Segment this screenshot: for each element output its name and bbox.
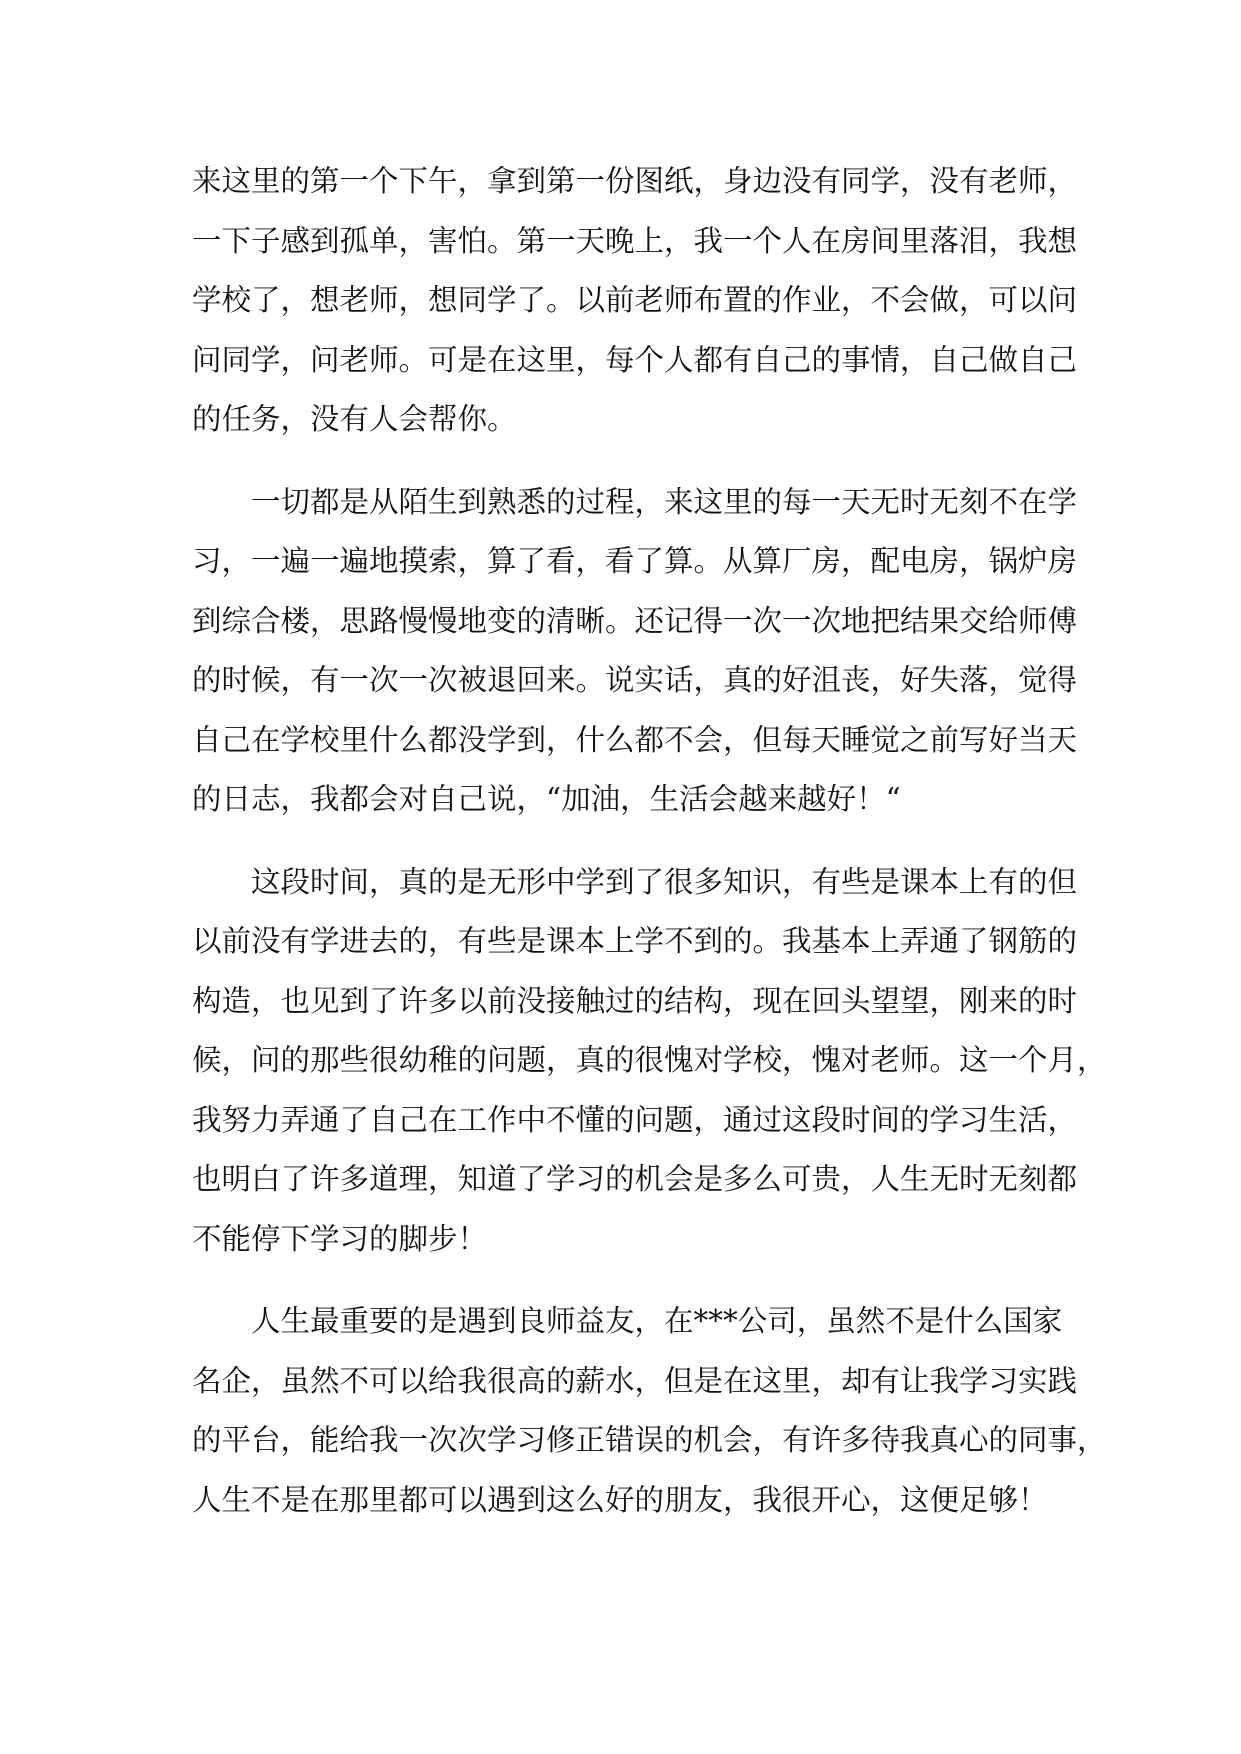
paragraph-1 bbox=[192, 152, 1078, 450]
text-line: 以前没有学进去的，有些是课本上学不到的。我基本上弄通了钢筋的 bbox=[192, 924, 1078, 958]
document-body bbox=[192, 152, 1107, 1530]
paragraph-2 bbox=[192, 473, 1078, 830]
text-line: 的平台，能给我一次次学习修正错误的机会，有许多待我真心的同事， bbox=[192, 1423, 1107, 1457]
paragraph-gap bbox=[192, 1269, 1072, 1292]
text-line: 这段时间，真的是无形中学到了很多知识，有些是课本上有的但 bbox=[251, 864, 1078, 899]
text-line: 候，问的那些很幼稚的问题，真的很愧对学校，愧对老师。这一个月， bbox=[192, 1043, 1107, 1077]
paragraph-gap bbox=[192, 830, 1072, 853]
text-line: 也明白了许多道理，知道了学习的机会是多么可贵，人生无时无刻都 bbox=[192, 1162, 1078, 1196]
paragraph-gap bbox=[192, 450, 1072, 473]
paragraph-4 bbox=[192, 1292, 1107, 1530]
text-line: 习，一遍一遍地摸索，算了看，看了算。从算厂房，配电房，锅炉房 bbox=[192, 544, 1078, 578]
text-line: 到综合楼，思路慢慢地变的清晰。还记得一次一次地把结果交给师傅 bbox=[192, 603, 1078, 638]
text-line: 一下子感到孤单，害怕。第一天晚上，我一个人在房间里落泪，我想 bbox=[192, 223, 1078, 258]
text-line: 名企，虽然不可以给我很高的薪水，但是在这里，却有让我学习实践 bbox=[192, 1363, 1078, 1398]
text-line: 我努力弄通了自己在工作中不懂的问题，通过这段时间的学习生活， bbox=[192, 1102, 1078, 1137]
text-line: 人生最重要的是遇到良师益友，在***公司，虽然不是什么国家 bbox=[251, 1304, 1063, 1338]
text-line: 人生不是在那里都可以遇到这么好的朋友，我很开心，这便足够！ bbox=[192, 1482, 1048, 1517]
paragraph-3 bbox=[192, 853, 1107, 1270]
text-line: 的时候，有一次一次被退回来。说实话，真的好沮丧，好失落，觉得 bbox=[192, 663, 1078, 697]
text-line: 构造，也见到了许多以前没接触过的结构，现在回头望望，刚来的时 bbox=[192, 983, 1078, 1018]
text-line: 问同学，问老师。可是在这里，每个人都有自己的事情，自己做自己 bbox=[192, 342, 1078, 377]
text-line: 的任务，没有人会帮你。 bbox=[192, 402, 517, 436]
text-line: 来这里的第一个下午，拿到第一份图纸，身边没有同学，没有老师， bbox=[192, 164, 1078, 198]
text-line: 的日志，我都会对自己说，“加油，生活会越来越好！“ bbox=[192, 782, 901, 816]
text-line: 学校了，想老师，想同学了。以前老师布置的作业，不会做，可以问 bbox=[192, 283, 1078, 317]
text-line: 不能停下学习的脚步！ bbox=[192, 1221, 488, 1256]
text-line: 自己在学校里什么都没学到，什么都不会，但每天睡觉之前写好当天 bbox=[192, 722, 1078, 757]
text-line: 一切都是从陌生到熟悉的过程，来这里的每一天无时无刻不在学 bbox=[251, 484, 1078, 519]
